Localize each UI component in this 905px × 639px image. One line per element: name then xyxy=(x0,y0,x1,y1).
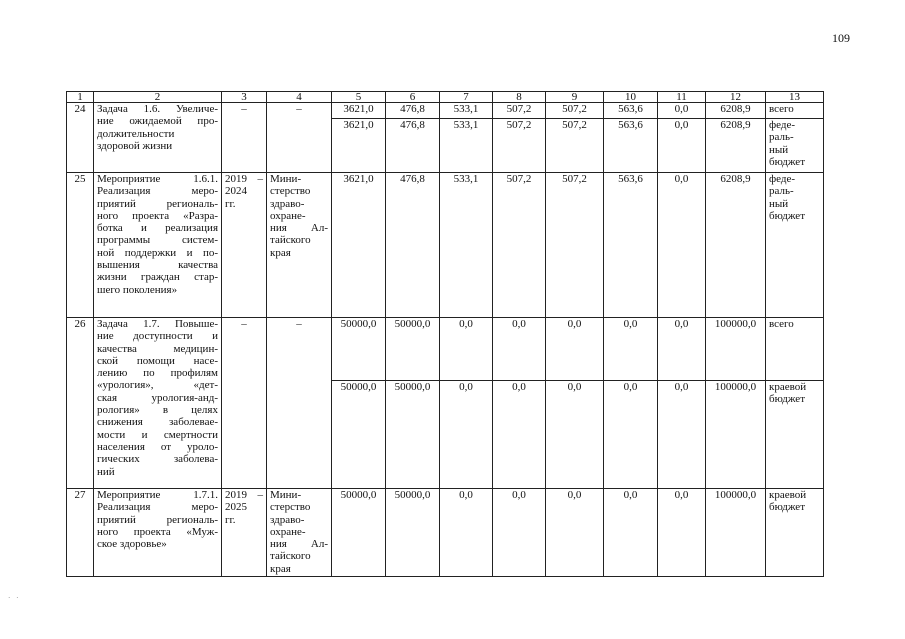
text-line: снижения заболевае- xyxy=(97,416,218,429)
row-term xyxy=(222,173,267,318)
value-cell: 507,2 xyxy=(493,103,546,119)
value-cell: 0,0 xyxy=(546,381,604,489)
header-cell: 7 xyxy=(440,92,493,103)
table-row xyxy=(67,318,824,381)
text-line: охране- xyxy=(270,525,306,538)
text-line: ной поддержки и по- xyxy=(97,246,218,259)
table-row xyxy=(67,489,824,577)
value-cell: 476,8 xyxy=(386,119,440,173)
funding-source: феде- раль- ный бюджет xyxy=(766,173,824,318)
text-line: шего поколения» xyxy=(97,283,178,296)
funding-source: всего xyxy=(766,103,824,119)
text-line: Реализация меро- xyxy=(97,501,218,514)
row-executor-text xyxy=(270,489,328,575)
page-number: 109 xyxy=(832,31,850,45)
text-line: ской помощи насе- xyxy=(97,354,218,367)
funding-source: краевой бюджет xyxy=(766,489,824,577)
text-line: приятий региональ- xyxy=(97,513,218,526)
header-cell: 6 xyxy=(386,92,440,103)
header-cell: 5 xyxy=(332,92,386,103)
text-line: здраво- xyxy=(270,197,305,210)
text-line: ское здоровье» xyxy=(97,538,167,551)
row-term-text xyxy=(225,173,263,210)
text-line: края xyxy=(270,246,291,259)
value-cell: 50000,0 xyxy=(332,318,386,381)
text-line: жизни граждан стар- xyxy=(97,271,218,284)
value-cell: 6208,9 xyxy=(706,103,766,119)
text-line: Мини- xyxy=(270,489,302,501)
text-line: «урология», «дет- xyxy=(97,379,218,392)
scan-specks: · · xyxy=(8,594,21,602)
text-line: Мероприятие 1.6.1. xyxy=(97,173,218,185)
text-line: здраво- xyxy=(270,513,305,526)
header-cell: 11 xyxy=(658,92,706,103)
text-line: приятий региональ- xyxy=(97,197,218,210)
value-cell: 0,0 xyxy=(604,381,658,489)
text-line: Мероприятие 1.7.1. xyxy=(97,489,218,501)
value-cell: 507,2 xyxy=(493,119,546,173)
value-cell: 507,2 xyxy=(546,173,604,318)
value-cell: 6208,9 xyxy=(706,173,766,318)
value-cell: 3621,0 xyxy=(332,103,386,119)
row-term: – xyxy=(222,103,267,173)
value-cell: 0,0 xyxy=(493,318,546,381)
text-line: 2019 – xyxy=(225,173,263,185)
value-cell: 3621,0 xyxy=(332,173,386,318)
text-line: здоровой жизни xyxy=(97,139,173,152)
text-line: охране- xyxy=(270,209,306,222)
header-cell: 2 xyxy=(94,92,222,103)
row-name-text xyxy=(97,103,218,152)
text-line: 2019 – xyxy=(225,489,263,501)
value-cell: 50000,0 xyxy=(332,489,386,577)
value-cell: 6208,9 xyxy=(706,119,766,173)
row-term xyxy=(222,489,267,577)
value-cell: 507,2 xyxy=(546,103,604,119)
value-cell: 0,0 xyxy=(658,173,706,318)
value-cell: 0,0 xyxy=(493,489,546,577)
value-cell: 0,0 xyxy=(658,489,706,577)
row-name xyxy=(94,103,222,173)
value-cell: 0,0 xyxy=(440,318,493,381)
value-cell: 533,1 xyxy=(440,173,493,318)
row-executor: – xyxy=(267,318,332,489)
value-cell: 0,0 xyxy=(658,119,706,173)
text-line: лению по профилям xyxy=(97,367,218,380)
table-row xyxy=(67,173,824,318)
value-cell: 507,2 xyxy=(546,119,604,173)
row-name xyxy=(94,489,222,577)
row-term-text xyxy=(225,489,263,526)
value-cell: 50000,0 xyxy=(332,381,386,489)
value-cell: 0,0 xyxy=(658,318,706,381)
text-line: ния Ал- xyxy=(270,222,328,235)
text-line: ская урология-анд- xyxy=(97,391,218,404)
value-cell: 507,2 xyxy=(493,173,546,318)
value-cell: 0,0 xyxy=(604,318,658,381)
text-line: качества медицин- xyxy=(97,342,218,355)
text-line: ний xyxy=(97,465,115,478)
header-row xyxy=(67,92,824,103)
value-cell: 0,0 xyxy=(546,318,604,381)
value-cell: 100000,0 xyxy=(706,381,766,489)
row-number: 26 xyxy=(67,318,94,489)
value-cell: 0,0 xyxy=(658,381,706,489)
header-cell: 13 xyxy=(766,92,824,103)
text-line: рология» в целях xyxy=(97,404,218,417)
header-cell: 3 xyxy=(222,92,267,103)
row-name-text xyxy=(97,173,218,296)
funding-source: феде- раль- ный бюджет xyxy=(766,119,824,173)
text-line: 2025 xyxy=(225,501,247,514)
text-line: Мини- xyxy=(270,173,302,185)
value-cell: 563,6 xyxy=(604,103,658,119)
row-number: 25 xyxy=(67,173,94,318)
text-line: населения от уроло- xyxy=(97,440,218,453)
value-cell: 563,6 xyxy=(604,173,658,318)
funding-source: краевой бюджет xyxy=(766,381,824,489)
text-line: гических заболева- xyxy=(97,453,218,466)
text-line: гг. xyxy=(225,513,236,526)
value-cell: 0,0 xyxy=(604,489,658,577)
row-executor xyxy=(267,173,332,318)
row-term: – xyxy=(222,318,267,489)
text-line: 2024 xyxy=(225,185,247,198)
text-line: Задача 1.7. Повыше- xyxy=(97,318,218,330)
funding-source: всего xyxy=(766,318,824,381)
value-cell: 50000,0 xyxy=(386,318,440,381)
value-cell: 0,0 xyxy=(493,381,546,489)
value-cell: 100000,0 xyxy=(706,318,766,381)
text-line: стерство xyxy=(270,501,311,514)
text-line: Реализация меро- xyxy=(97,185,218,198)
text-line: ние ожидаемой про- xyxy=(97,115,218,128)
value-cell: 476,8 xyxy=(386,173,440,318)
value-cell: 100000,0 xyxy=(706,489,766,577)
text-line: ного проекта «Разра- xyxy=(97,209,218,222)
row-name xyxy=(94,318,222,489)
value-cell: 50000,0 xyxy=(386,381,440,489)
text-line: стерство xyxy=(270,185,311,198)
text-line: ние доступности и xyxy=(97,330,218,343)
header-cell: 1 xyxy=(67,92,94,103)
text-line: ного проекта «Муж- xyxy=(97,525,218,538)
row-executor: – xyxy=(267,103,332,173)
text-line: гг. xyxy=(225,197,236,210)
text-line: мости и смертности xyxy=(97,428,218,441)
value-cell: 0,0 xyxy=(658,103,706,119)
text-line: Задача 1.6. Увеличе- xyxy=(97,103,218,115)
header-cell: 4 xyxy=(267,92,332,103)
text-line: края xyxy=(270,562,291,575)
header-cell: 9 xyxy=(546,92,604,103)
value-cell: 563,6 xyxy=(604,119,658,173)
text-line: программы систем- xyxy=(97,234,218,247)
row-executor-text xyxy=(270,173,328,259)
value-cell: 0,0 xyxy=(546,489,604,577)
budget-table xyxy=(66,91,824,577)
value-cell: 533,1 xyxy=(440,103,493,119)
text-line: ботка и реализация xyxy=(97,222,218,235)
text-line: должительности xyxy=(97,127,175,140)
text-line: вышения качества xyxy=(97,259,218,272)
value-cell: 533,1 xyxy=(440,119,493,173)
value-cell: 50000,0 xyxy=(386,489,440,577)
row-executor xyxy=(267,489,332,577)
header-cell: 10 xyxy=(604,92,658,103)
header-cell: 12 xyxy=(706,92,766,103)
row-name-text xyxy=(97,318,218,478)
text-line: ния Ал- xyxy=(270,538,328,551)
table-row xyxy=(67,103,824,119)
text-line: тайского xyxy=(270,234,311,247)
row-number: 27 xyxy=(67,489,94,577)
value-cell: 0,0 xyxy=(440,381,493,489)
value-cell: 0,0 xyxy=(440,489,493,577)
text-line: тайского xyxy=(270,550,311,563)
row-number: 24 xyxy=(67,103,94,173)
value-cell: 3621,0 xyxy=(332,119,386,173)
header-cell: 8 xyxy=(493,92,546,103)
row-name-text xyxy=(97,489,218,550)
row-name xyxy=(94,173,222,318)
value-cell: 476,8 xyxy=(386,103,440,119)
